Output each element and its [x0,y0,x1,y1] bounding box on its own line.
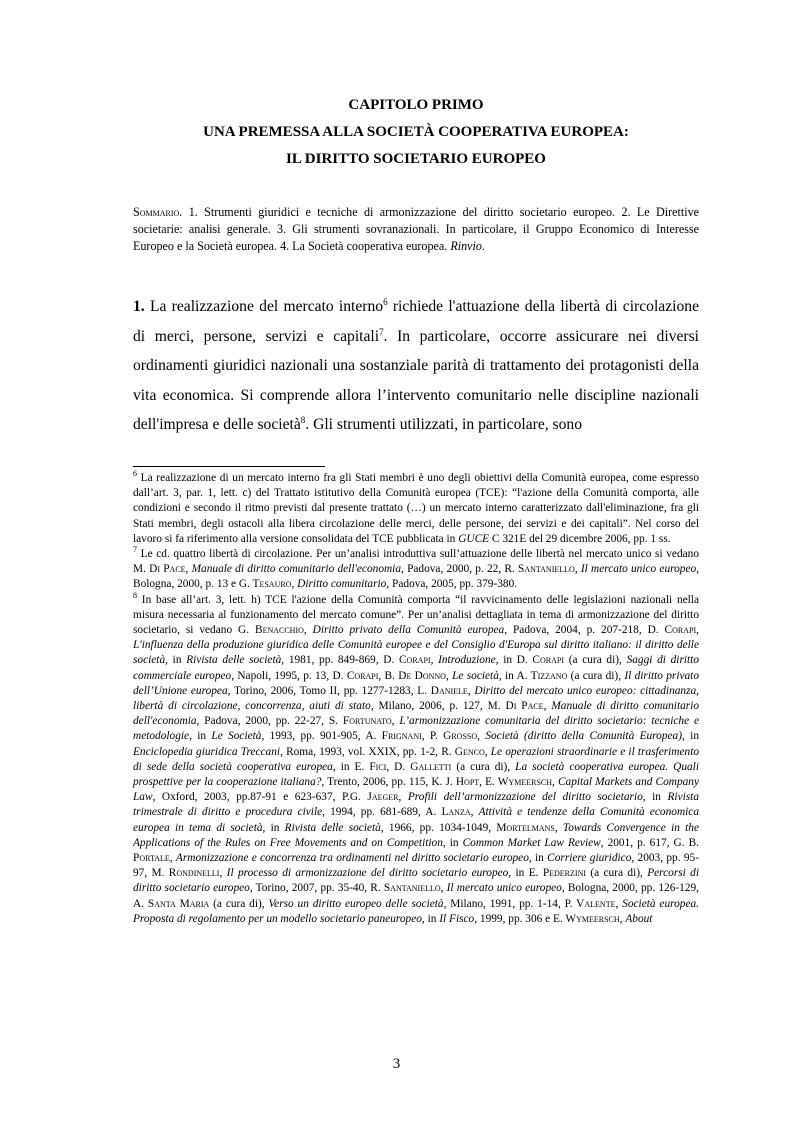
chapter-heading [133,92,699,173]
footnote-separator [133,466,325,467]
footnote-ref-6: 6 [383,296,388,307]
footnotes [133,471,699,927]
body-paragraph: 1. La realizzazione del mercato interno$^6$ richiede l'attuazione della libertà di circolazione di merci, persone, servizi e capitali$^7$. In particolare, occorre assicurare nei diversi ordinamenti giuridici nazionali una sostanziale parità di trattamento dei protagonisti della vita economica. Si comprende allora l’intervento comunitario nelle discipline nazionali dell'impresa e delle società$^8$. Gli strumenti utilizzati, in particolare, sono [133,296,699,434]
footnote-8: $^8$ In base all’art. 3, lett. h) TCE l'azione della Comunità comporta “il ravvicinamento delle legislazioni nazionali nella misura necessaria al funzionamento del mercato comune”. Per un’analisi dettagliata in tema di armonizzazione del diritto societario, si vedano G. Benacchio, Diritto privato della Comunità europea, Padova, 2004, p. 207-218, D. Corapi, L'influenza della produzione giuridica delle Comunità europee e del Consiglio d'Europa sul diritto italiano: il diritto delle società, in Rivista delle società, 1981, pp. 849-869, D. Corapi, Introduzione, in D. Corapi (a cura di), Saggi di diritto commerciale europeo, Napoli, 1995, p. 13, D. Corapi, B. De Donno, Le società, in A. Tizzano (a cura di), Il diritto privato dell’Unione europea, Torino, 2006, Tomo II, pp. 1277-1283, L. Daniele, Diritto del mercato unico europeo: cittadinanza, libertà di circolazione, concorrenza, aiuti di stato, Milano, 2006, p. 127, M. Di Pace, Manuale di diritto comunitario dell'economia, Padova, 2000, pp. 22-27, S. Fortunato, L’armonizzazione comunitaria del diritto societario: tecniche e metodologie, in Le Società, 1993, pp. 901-905, A. Frignani, P. Grosso, Società (diritto della Comunità Europea), in Enciclopedia giuridica Treccani, Roma, 1993, vol. XXIX, pp. 1-2, R. Genco, Le operazioni straordinarie e il trasferimento di sede della società cooperativa europea, in E. Fici, D. Galletti (a cura di), La società cooperativa europea. Quali prospettive per la cooperazione italiana?, Trento, 2006, pp. 115, K. J. Hopt, E. Wymeersch, Capital Markets and Company Law, Oxford, 2003, pp.87-91 e 623-637, P.G. Jaeger, Profili dell’armonizzazione del diritto societario, in Rivista trimestrale di diritto e procedura civile, 1994, pp. 681-689, A. Lanza, Attività e tendenze della Comunità economica europea in tema di società, in Rivista delle società, 1966, pp. 1034-1049, Mortelmans, Towards Convergence in the Applications of the Rules on Free Movements and on Competition, in Common Market Law Review, 2001, p. 617, G. B. Portale, Armonizzazione e concorrenza tra ordinamenti nel diritto societario europeo, in Corriere giuridico, 2003, pp. 95-97, M. Rondinelli, Il processo di armonizzazione del diritto societario europeo, in E. Pederzini (a cura di), Percorsi di diritto societario europeo, Torino, 2007, pp. 35-40, R. Santaniello, Il mercato unico europeo, Bologna, 2000, pp. 126-129, A. Santa Maria (a cura di), Verso un diritto europeo delle società, Milano, 1991, pp. 1-14, P. Valente, Società europea. Proposta di regolamento per un modello societario paneuropeo, in Il Fisco, 1999, pp. 306 e E. Wymeersch, About [133,590,700,925]
chapter-title-line-1: UNA PREMESSA ALLA SOCIETÀ COOPERATIVA EUROPEA: [203,124,629,140]
chapter-summary: Sommario. 1. Strumenti giuridici e tecniche di armonizzazione del diritto societario europeo. 2. Le Direttive societarie: analisi generale. 3. Gli strumenti sovranazionali. In particolare, il Gruppo Economico di Interesse Europeo e la Società europea. 4. La Società cooperativa europea. Rinvio. [133,205,699,253]
summary-rinvio: Rinvio [450,239,482,253]
footnote-6: $^6$ La realizzazione di un mercato interno fra gli Stati membri è uno degli obiettivi della Comunità europea, come espresso dall’art. 3, par. 1, lett. c) del Trattato istitutivo della Comunità europea (TCE): “l'azione della Comunità comporta, alle condizioni e secondo il ritmo previsti dal presente trattato (…) un mercato interno caratterizzato dall'eliminazione, fra gli Stati membri, degli ostacoli alla libera circolazione delle merci, delle persone, dei servizi e dei capitali”. Nel corso del lavoro si fa riferimento alla versione consolidata del TCE pubblicata in GUCE C 321E del 29 dicembre 2006, pp. 1 ss. [133,469,699,545]
chapter-label: CAPITOLO PRIMO [348,97,484,113]
chapter-title-line-2: IL DIRITTO SOCIETARIO EUROPEO [286,151,546,167]
footnote-7: $^7$ Le cd. quattro libertà di circolazione. Per un’analisi introduttiva sull’attuazione delle libertà nel mercato unico si vedano M. Di Pace, Manuale di diritto comunitario dell'economia, Padova, 2000, p. 22, R. Santaniello, Il mercato unico europeo, Bologna, 2000, p. 13 e G. Tesauro, Diritto comunitario, Padova, 2005, pp. 379-380. [133,545,700,591]
summary-text: . 1. Strumenti giuridici e tecniche di armonizzazione del diritto societario europeo. 2. Le Direttive societarie: analisi generale. 3. Gli strumenti sovranazionali. In particolare, il Gruppo Economico di Interesse Europeo e la Società europea. 4. La Società cooperativa europea. [133,205,699,253]
footnote-ref-8: 8 [300,415,306,426]
page-number: 3 [392,1056,401,1072]
section-number: 1. [133,298,145,315]
footnote-ref-7: 7 [379,326,384,337]
summary-label: Sommario [133,205,180,219]
